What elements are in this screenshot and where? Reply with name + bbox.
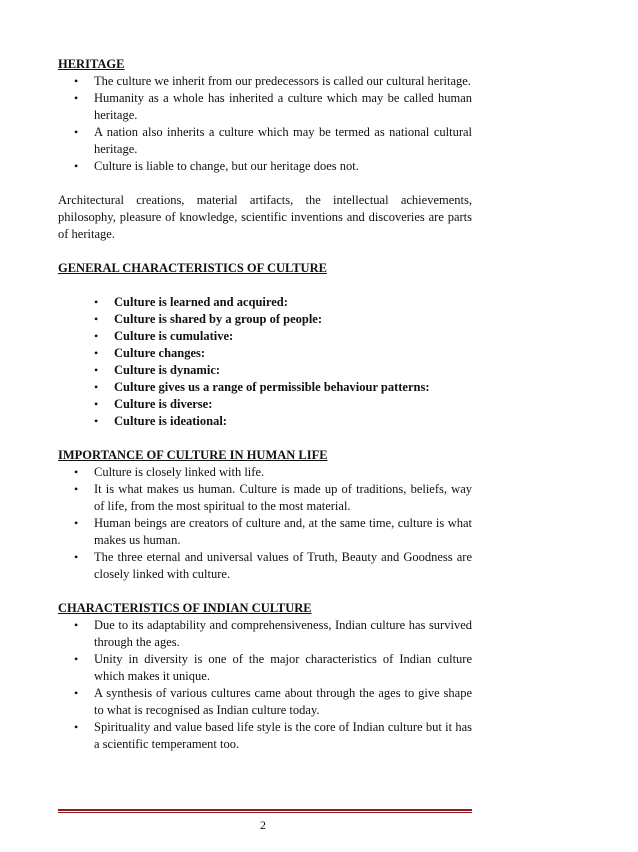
- indian-culture-list: [58, 617, 472, 753]
- list-item: • A nation also inherits a culture which may be termed as national cultural heritage.: [74, 125, 472, 156]
- heritage-list: [58, 73, 472, 175]
- bullet-icon: •: [74, 159, 79, 173]
- bullet-icon: •: [74, 74, 79, 88]
- general-characteristics-heading: GENERAL CHARACTERISTICS OF CULTURE: [58, 261, 327, 275]
- list-item: • Culture is closely linked with life.: [74, 465, 265, 479]
- bullet-icon: •: [74, 550, 79, 564]
- indian-culture-heading: CHARACTERISTICS OF INDIAN CULTURE: [58, 601, 312, 615]
- list-item: • Culture is dynamic:: [94, 363, 221, 377]
- list-item: • Unity in diversity is one of the major characteristics of Indian culture which makes it unique.: [74, 652, 472, 683]
- list-item: • Culture gives us a range of permissible behaviour patterns:: [94, 380, 430, 394]
- list-item: • A synthesis of various cultures came about through the ages to give shape to what is recognised as Indian culture today.: [74, 686, 472, 717]
- list-item: • Due to its adaptability and comprehensiveness, Indian culture has survived through the ages.: [74, 618, 472, 649]
- list-item: • Culture is ideational:: [94, 414, 227, 428]
- list-item: • The three eternal and universal values of Truth, Beauty and Goodness are closely linked with culture.: [74, 550, 472, 581]
- bullet-icon: •: [94, 295, 99, 309]
- bullet-icon: •: [74, 516, 79, 530]
- heritage-paragraph: Architectural creations, material artifacts, the intellectual achievements, philosophy, pleasure of knowledge, scientific inventions and discoveries are parts of heritage.: [58, 193, 472, 241]
- bullet-icon: •: [94, 397, 99, 411]
- list-item: • Human beings are creators of culture and, at the same time, culture is what makes us human.: [74, 516, 472, 547]
- list-item: • It is what makes us human. Culture is made up of traditions, beliefs, way of life, from the most spiritual to the most material.: [74, 482, 472, 513]
- bullet-icon: •: [74, 125, 79, 139]
- bullet-icon: •: [74, 465, 79, 479]
- bullet-icon: •: [74, 686, 79, 700]
- heritage-heading: HERITAGE: [58, 57, 125, 71]
- bullet-icon: •: [74, 618, 79, 632]
- list-item: • The culture we inherit from our predecessors is called our cultural heritage.: [74, 74, 471, 88]
- importance-heading: IMPORTANCE OF CULTURE IN HUMAN LIFE: [58, 448, 328, 462]
- bullet-icon: •: [94, 414, 99, 428]
- page-number: 2: [260, 818, 266, 832]
- list-item: • Culture is cumulative:: [94, 329, 234, 343]
- importance-list: [58, 464, 472, 583]
- list-item: • Culture is shared by a group of people:: [94, 312, 323, 326]
- bullet-icon: •: [94, 363, 99, 377]
- footer-divider: [58, 809, 472, 813]
- bullet-icon: •: [94, 380, 99, 394]
- bullet-icon: •: [74, 482, 79, 496]
- list-item: • Culture is learned and acquired:: [94, 295, 288, 309]
- bullet-icon: •: [94, 312, 99, 326]
- bullet-icon: •: [94, 329, 99, 343]
- bullet-icon: •: [74, 720, 79, 734]
- list-item: • Spirituality and value based life style is the core of Indian culture but it has a scientific temperament too.: [74, 720, 472, 751]
- bullet-icon: •: [74, 91, 79, 105]
- bullet-icon: •: [74, 652, 79, 666]
- general-characteristics-list: [58, 294, 472, 430]
- list-item: • Culture is diverse:: [94, 397, 213, 411]
- list-item: • Culture changes:: [94, 346, 206, 360]
- bullet-icon: •: [94, 346, 99, 360]
- page-content: [58, 56, 472, 753]
- list-item: • Humanity as a whole has inherited a culture which may be called human heritage.: [74, 91, 472, 122]
- list-item: • Culture is liable to change, but our heritage does not.: [74, 159, 359, 173]
